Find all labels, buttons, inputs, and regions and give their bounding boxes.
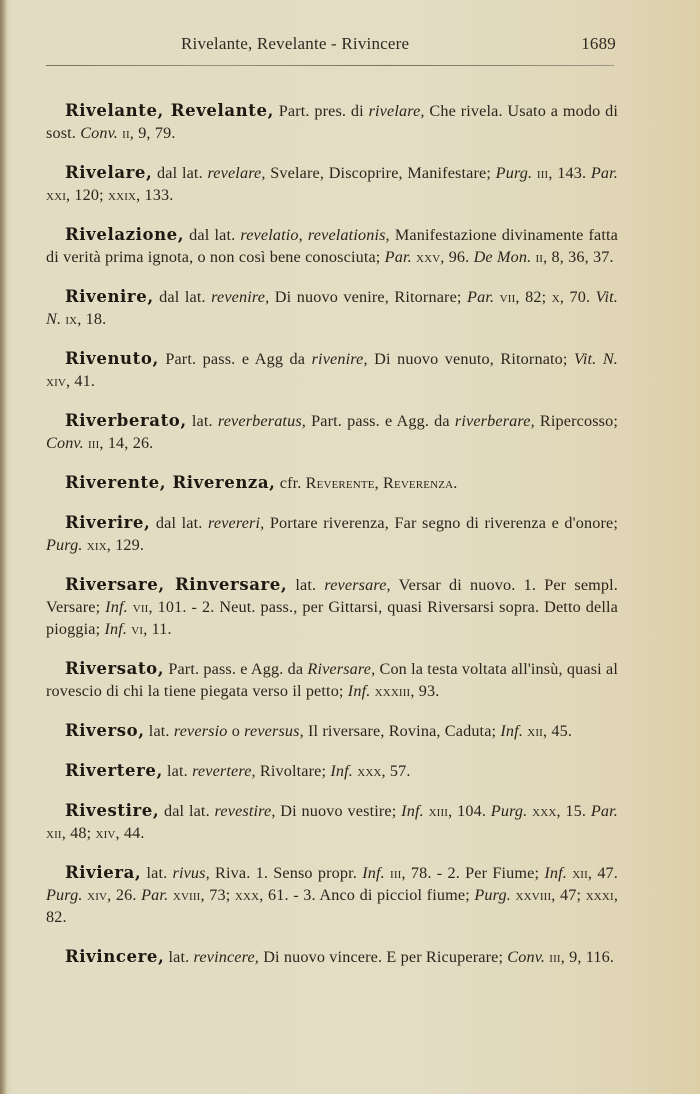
entry-text: , 61. - 3. Anco di picciol fiume; xyxy=(259,886,475,905)
entry-citation-italic: Inf. xyxy=(362,864,385,883)
entry-headword: Rivelare, xyxy=(65,163,153,183)
entry-text: , 47. xyxy=(587,864,619,883)
entry-text: , 78. - 2. Per Fiume; xyxy=(401,864,545,883)
entry-reference-numeral: xxxi xyxy=(585,886,614,905)
dictionary-entry xyxy=(46,224,618,268)
entry-reference-numeral: iii xyxy=(536,164,549,183)
entry-text: , 93. xyxy=(410,682,440,701)
entry-citation-italic: Purg. xyxy=(495,164,533,183)
entry-headword: Rivincere, xyxy=(65,947,165,967)
dictionary-entry xyxy=(46,946,618,968)
entry-text: , 57. xyxy=(381,762,411,781)
entry-headword: Rivelazione, xyxy=(65,225,185,245)
entry-citation-italic: Inf. xyxy=(401,802,424,821)
entry-text: Di nuovo vestire; xyxy=(275,802,402,821)
entry-text: Che rivela. Usato a modo di sost. xyxy=(46,102,618,143)
entry-reference-numeral: xiv xyxy=(87,886,108,905)
entry-text: lat. xyxy=(162,762,193,781)
entry-text: dal lat. xyxy=(184,226,241,245)
entry-reference-numeral: vii xyxy=(132,598,149,617)
entry-text: , 47; xyxy=(551,886,586,905)
entry-citation-italic: Vit. N. xyxy=(574,350,618,369)
entry-text: dal lat. xyxy=(153,288,212,307)
entry-reference-numeral: ii xyxy=(122,124,130,143)
entry-text: Portare riverenza, Far segno di riverenza e d'onore; xyxy=(264,514,618,533)
entry-text: , 104. xyxy=(448,802,491,821)
dictionary-entry xyxy=(46,800,618,844)
entry-citation-italic: Inf. xyxy=(330,762,354,781)
entry-citation-italic: De Mon. xyxy=(473,248,532,267)
entry-text: , 48; xyxy=(61,824,96,843)
entry-text: dal lat. xyxy=(150,514,209,533)
entry-citation-italic: revertere, xyxy=(192,762,256,781)
entry-text: , 120; xyxy=(66,186,108,205)
entry-text: , 15. xyxy=(556,802,591,821)
entry-citation-italic: Inf. xyxy=(500,722,524,741)
dictionary-entry xyxy=(46,574,618,640)
entry-citation-italic: revelatio, revelationis, xyxy=(240,226,390,245)
dictionary-entry xyxy=(46,862,618,928)
entry-reference-numeral: xxxiii xyxy=(374,682,411,701)
entry-text: Svelare, Discoprire, Manifestare; xyxy=(265,164,496,183)
entry-citation-italic: Purg. xyxy=(474,886,511,905)
entry-text: Il riversare, Rovina, Caduta; xyxy=(303,722,501,741)
entry-reference-numeral: ii xyxy=(535,248,544,267)
entry-reference-numeral: iii xyxy=(390,864,402,883)
entry-text: , 143. xyxy=(548,164,591,183)
entry-reference-numeral: xii xyxy=(527,722,543,741)
entry-text: , 18. xyxy=(77,310,107,329)
entry-headword: Riviera, xyxy=(65,863,142,883)
entry-text: dal lat. xyxy=(152,164,208,183)
entry-text: , 14, 26. xyxy=(99,434,154,453)
entry-reference-numeral: iii xyxy=(549,948,561,967)
entry-text: , 9, 116. xyxy=(560,948,615,967)
entry-text: Versar di nuovo. 1. Per sempl. Versare; xyxy=(46,576,618,617)
entry-text: , 82. xyxy=(46,886,619,927)
entry-text: , 26. xyxy=(107,886,142,905)
entry-reference-numeral: iii xyxy=(87,434,100,453)
entry-reference-numeral: xiv xyxy=(95,824,116,843)
entry-text: lat. xyxy=(186,412,218,431)
entry-citation-italic: reversio xyxy=(173,722,228,741)
entry-text: Ripercosso; xyxy=(534,412,618,431)
entry-reference-numeral: xxi xyxy=(46,186,67,205)
entry-text: Di nuovo vincere. E per Ricuperare; xyxy=(259,948,508,967)
entry-text: Riva. 1. Senso propr. xyxy=(209,864,363,883)
entry-text: , 45. xyxy=(542,722,573,741)
entry-citation-italic: Conv. xyxy=(507,948,546,967)
entry-reference-numeral: xxviii xyxy=(515,886,552,905)
entry-text: , 133. xyxy=(136,186,174,205)
entry-text: Part. pass. e Agg. da xyxy=(164,660,308,679)
entry-reference-numeral: xxv xyxy=(416,248,441,267)
entry-headword: Rivenire, xyxy=(65,287,154,307)
entry-citation-italic: revenire, xyxy=(211,288,270,307)
entry-text: , 44. xyxy=(115,824,145,843)
dictionary-entry xyxy=(46,410,618,454)
entry-citation-italic: rivelare, xyxy=(368,102,425,121)
entry-citation-italic: riverberare, xyxy=(454,412,535,431)
entry-reference-numeral: xiii xyxy=(428,802,449,821)
entry-citation-italic: Par. xyxy=(467,288,495,307)
entry-headword: Riverire, xyxy=(65,513,151,533)
entry-text: Part. pass. e Agg da xyxy=(158,350,312,369)
entry-citation-italic: rivus, xyxy=(172,864,210,883)
entry-citation-italic: Inf. xyxy=(544,864,567,883)
entry-text: Manifestazione divinamente fatta di verità prima ignota, o non così bene conosciuta; xyxy=(46,226,619,267)
dictionary-entry xyxy=(46,658,618,702)
entry-citation-italic: Inf. xyxy=(104,620,128,639)
dictionary-entry xyxy=(46,100,618,144)
entry-citation-italic: Par. xyxy=(384,248,412,267)
entry-text: , 41. xyxy=(66,372,96,391)
entry-reference-numeral: vi xyxy=(131,620,144,639)
entry-headword: Riversato, xyxy=(65,659,165,679)
entry-citation-italic: revelare, xyxy=(207,164,266,183)
dictionary-entry xyxy=(46,760,618,782)
entry-text: , 8, 36, 37. xyxy=(543,248,614,267)
entry-reference-numeral: xix xyxy=(86,536,107,555)
entry-reference-numeral: xxx xyxy=(532,802,557,821)
entry-citation-italic: Inf. xyxy=(347,682,371,701)
entry-headword: Rivenuto, xyxy=(65,349,159,369)
entry-citation-italic: Riversare, xyxy=(307,660,376,679)
entry-citation-italic: Vit. N. xyxy=(46,288,618,329)
entry-text: Con la testa voltata all'insù, quasi al rovescio di chi la tiene piegata verso il petto; xyxy=(46,660,618,701)
entry-headword: Riverberato, xyxy=(65,411,187,431)
entry-headword: Riverso, xyxy=(65,721,145,741)
entry-headword: Riverente, Riverenza, xyxy=(65,473,276,493)
dictionary-entry xyxy=(46,512,618,556)
entry-citation-italic: reversare, xyxy=(324,576,391,595)
entry-reference-numeral: xii xyxy=(572,864,588,883)
entry-headword: Rivertere, xyxy=(65,761,163,781)
entry-text: lat. xyxy=(141,864,173,883)
entry-text: Part. pass. e Agg. da xyxy=(305,412,455,431)
page-number: 1689 xyxy=(581,34,616,53)
entry-reference-numeral: Reverente, Reverenza. xyxy=(305,474,458,493)
entry-text: , 9, 79. xyxy=(129,124,176,143)
entry-text: , 73; xyxy=(200,886,235,905)
entry-citation-italic: Purg. xyxy=(46,536,83,555)
dictionary-entry xyxy=(46,720,618,742)
entry-text: Di nuovo venire, Ritornare; xyxy=(269,288,468,307)
dictionary-entry xyxy=(46,472,618,494)
entry-reference-numeral: xviii xyxy=(172,886,201,905)
entry-citation-italic: reverberatus, xyxy=(217,412,306,431)
entry-text: lat. xyxy=(164,948,194,967)
entry-citation-italic: reversus, xyxy=(244,722,304,741)
entry-list xyxy=(46,84,618,986)
entry-text: dal lat. xyxy=(159,802,215,821)
entry-text: Rivoltare; xyxy=(255,762,331,781)
entry-text: cfr. xyxy=(275,474,306,493)
entry-reference-numeral: vii xyxy=(499,288,516,307)
entry-headword: Riversare, Rinversare, xyxy=(65,575,288,595)
entry-citation-italic: revereri, xyxy=(208,514,265,533)
entry-text: Part. pres. di xyxy=(273,102,369,121)
entry-headword: Rivestire, xyxy=(65,801,160,821)
entry-citation-italic: Conv. xyxy=(46,434,84,453)
entry-citation-italic: Par. xyxy=(590,164,618,183)
entry-citation-italic: Par. xyxy=(590,802,619,821)
running-title: Rivelante, Revelante - Rivincere xyxy=(181,34,410,53)
entry-text: Di nuovo venuto, Ritornato; xyxy=(367,350,575,369)
entry-citation-italic: Inf. xyxy=(105,598,128,617)
entry-reference-numeral: xxx xyxy=(234,886,260,905)
entry-citation-italic: revestire, xyxy=(214,802,276,821)
entry-text: , 11. xyxy=(143,620,172,639)
entry-text: lat. xyxy=(144,722,174,741)
header-rule xyxy=(46,65,614,66)
entry-text: , 96. xyxy=(440,248,474,267)
entry-citation-italic: Conv. xyxy=(80,124,118,143)
entry-reference-numeral: ix xyxy=(65,310,78,329)
entry-text: lat. xyxy=(287,576,325,595)
entry-citation-italic: revincere, xyxy=(193,948,260,967)
entry-text: , 70. xyxy=(559,288,596,307)
entry-reference-numeral: xii xyxy=(46,824,62,843)
entry-citation-italic: Purg. xyxy=(46,886,83,905)
dictionary-entry xyxy=(46,286,618,330)
entry-citation-italic: rivenire, xyxy=(311,350,368,369)
entry-text: o xyxy=(227,722,245,741)
entry-reference-numeral: x xyxy=(551,288,560,307)
dictionary-entry xyxy=(46,162,618,206)
entry-headword: Rivelante, Revelante, xyxy=(65,101,274,121)
entry-reference-numeral: xiv xyxy=(46,372,67,391)
entry-reference-numeral: xxx xyxy=(357,762,382,781)
dictionary-entry xyxy=(46,348,618,392)
entry-text: , 101. - 2. Neut. pass., per Gittarsi, quasi Riversarsi sopra. Detto della pioggia; xyxy=(46,598,618,639)
entry-reference-numeral: xxix xyxy=(108,186,137,205)
entry-text: , 82; xyxy=(515,288,552,307)
entry-citation-italic: Par. xyxy=(141,886,169,905)
entry-text: , 129. xyxy=(106,536,145,555)
entry-citation-italic: Purg. xyxy=(490,802,528,821)
